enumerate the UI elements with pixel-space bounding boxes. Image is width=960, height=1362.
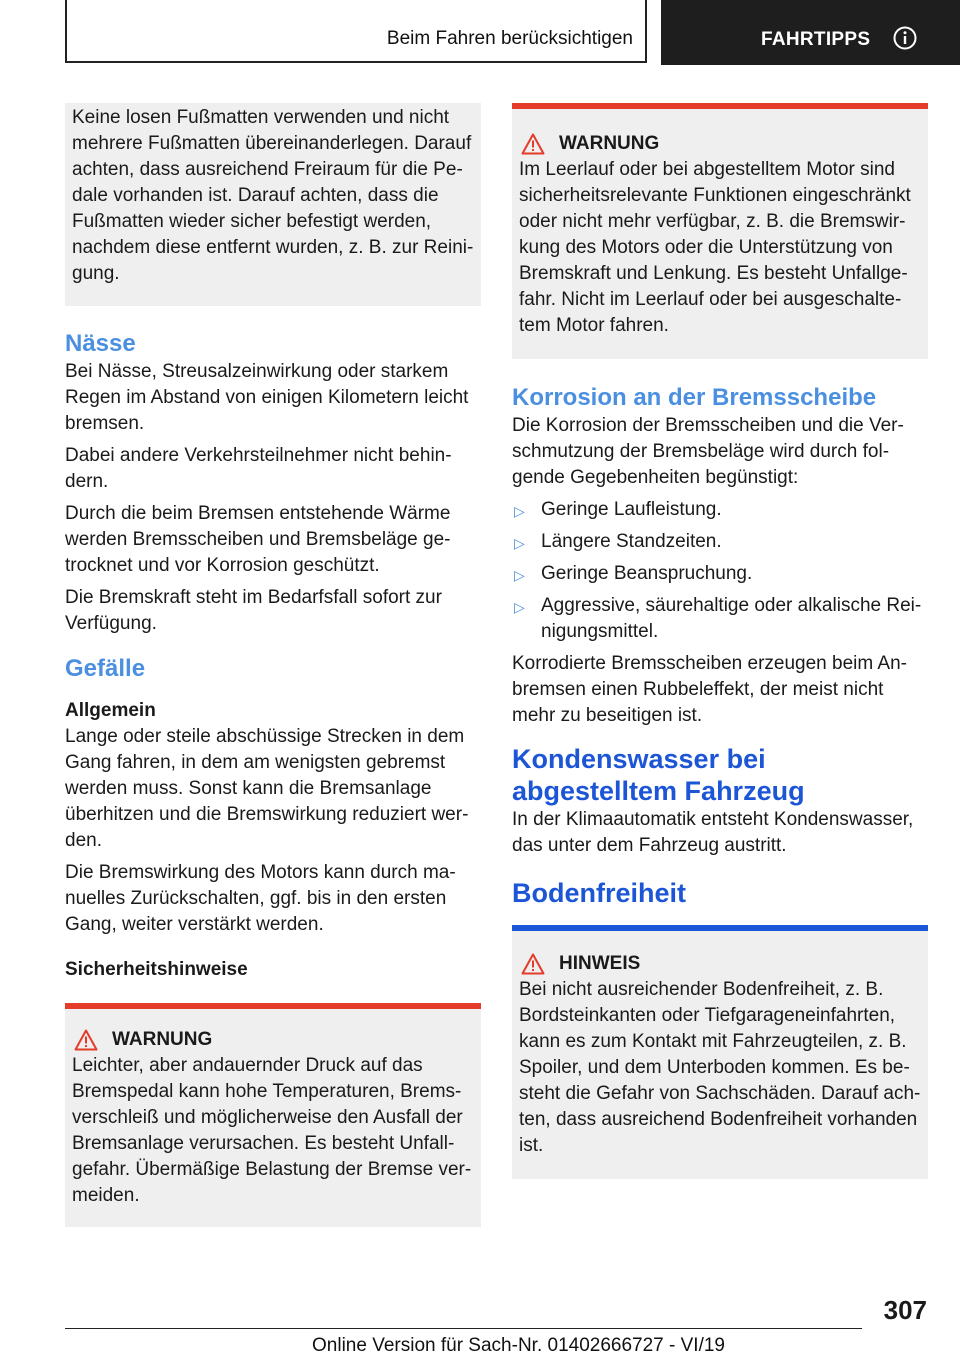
info-icon[interactable] [893,26,917,50]
left-column [65,103,481,1227]
warning-box-brake [65,1003,481,1227]
header-right [661,0,960,65]
header-left [65,0,647,63]
warning-box-idle [512,103,928,359]
naesse-paragraph-2: Dabei andere Verkehrsteilnehmer nicht behindern. [65,445,452,492]
korrosion-paragraph-1: Die Korrosion der Bremsscheiben und die Verschmutzung der Bremsbeläge wird durch folgende Gegebenheiten begünstigt: [512,415,904,488]
arrow-bullet-icon: ▷ [514,535,525,551]
bodenfreiheit-heading: Bodenfreiheit [512,878,687,908]
list-item [512,593,928,645]
gefaelle-paragraph-1: Lange oder steile abschüssige Strecken in dem Gang fahren, in dem am wenigsten gebremst werden muss. Sonst kann die Bremsanlage überhitzen und die Bremswirkung reduziert werden. [65,726,469,851]
allgemein-heading: Allgemein [65,700,156,721]
warning-title [519,131,921,157]
section-title: Beim Fahren berücksichtigen [386,28,633,49]
warning-triangle-icon [521,953,545,975]
sicherheitshinweise-heading: Sicherheitshinweise [65,959,248,980]
online-version-note: Online Version für Sach-Nr. 01402666727 - VI/19 [312,1335,725,1356]
naesse-paragraph-3: Durch die beim Bremsen entstehende Wärme werden Bremsscheiben und Bremsbeläge getrocknet und vor Korrosion geschützt. [65,503,451,576]
list-item-text: Längere Standzeiten. [541,531,722,552]
warning-title-label: WARNUNG [112,1029,213,1050]
footer-divider [65,1328,862,1329]
warning-text: Leichter, aber andauernder Druck auf das Bremspedal kann hohe Temperaturen, Bremsverschleiß und möglicherweise den Ausfall der Bremsanlage verursachen. Es besteht Unfallgefahr. Übermäßige Belastung der Bremse vermeiden. [72,1055,472,1206]
intro-note-box [65,103,481,306]
warning-title [72,1027,474,1053]
list-item-text: Aggressive, säurehaltige oder alkalische Reinigungsmittel. [541,595,922,642]
naesse-paragraph-1: Bei Nässe, Streusalzeinwirkung oder starkem Regen im Abstand von einigen Kilometern leicht bremsen. [65,361,469,434]
warning-title-label: WARNUNG [559,133,660,154]
page-number: 307 [883,1295,927,1325]
list-item-text: Geringe Beanspruchung. [541,563,753,584]
gefaelle-heading: Gefälle [65,655,146,682]
naesse-paragraph-4: Die Bremskraft steht im Bedarfsfall sofort zur Verfügung. [65,587,442,634]
chapter-title: FAHRTIPPS [761,29,871,50]
list-item [512,497,928,523]
kondenswasser-heading: Kondenswasser bei abgestelltem Fahrzeug [512,744,805,806]
arrow-bullet-icon: ▷ [514,599,525,615]
korrosion-heading: Korrosion an der Bremsscheibe [512,384,877,411]
right-column [512,103,928,1179]
kondenswasser-paragraph: In der Klimaautomatik entsteht Kondenswasser, das unter dem Fahrzeug austritt. [512,809,914,856]
hint-text: Bei nicht ausreichender Bodenfreiheit, z. B. Bordsteinkanten oder Tiefgarageneinfahrten, kann es zum Kontakt mit Fahrzeugteilen, z. B. Spoiler, und dem Unterboden kommen. Es besteht die Gefahr von Sachschäden. Darauf achten, dass ausreichend Bodenfreiheit vorhanden ist. [519,979,921,1156]
warning-triangle-icon [74,1029,98,1051]
arrow-bullet-icon: ▷ [514,503,525,519]
naesse-heading: Nässe [65,330,136,357]
gefaelle-paragraph-2: Die Bremswirkung des Motors kann durch manuelles Zurückschalten, ggf. bis in den ersten Gang, weiter verstärkt werden. [65,862,456,935]
hint-title-label: HINWEIS [559,953,641,974]
warning-triangle-icon [521,133,545,155]
hint-title [519,951,921,977]
list-item-text: Geringe Laufleistung. [541,499,722,520]
arrow-bullet-icon: ▷ [514,567,525,583]
list-item [512,529,928,555]
list-item [512,561,928,587]
hint-box-ground-clearance [512,925,928,1179]
warning-text: Im Leerlauf oder bei abgestelltem Motor sind sicherheitsrelevante Funktionen eingeschränkt oder nicht mehr verfügbar, z. B. die Bremswirkung des Motors oder die Unterstützung von Bremskraft und Lenkung. Es besteht Unfallgefahr. Nicht im Leerlauf oder bei ausgeschaltetem Motor fahren. [519,159,911,336]
intro-note-text: Keine losen Fußmatten verwenden und nicht mehrere Fußmatten übereinanderlegen. Darauf achten, dass ausreichend Freiraum für die Pedale vorhanden ist. Darauf achten, dass die Fußmatten wieder sicher befestigt werden, nachdem diese entfernt wurden, z. B. zur Reinigung. [72,107,474,284]
korrosion-paragraph-2: Korrodierte Bremsscheiben erzeugen beim Anbremsen einen Rubbeleffekt, der meist nicht mehr zu beseitigen ist. [512,653,907,726]
korrosion-list [512,497,928,645]
